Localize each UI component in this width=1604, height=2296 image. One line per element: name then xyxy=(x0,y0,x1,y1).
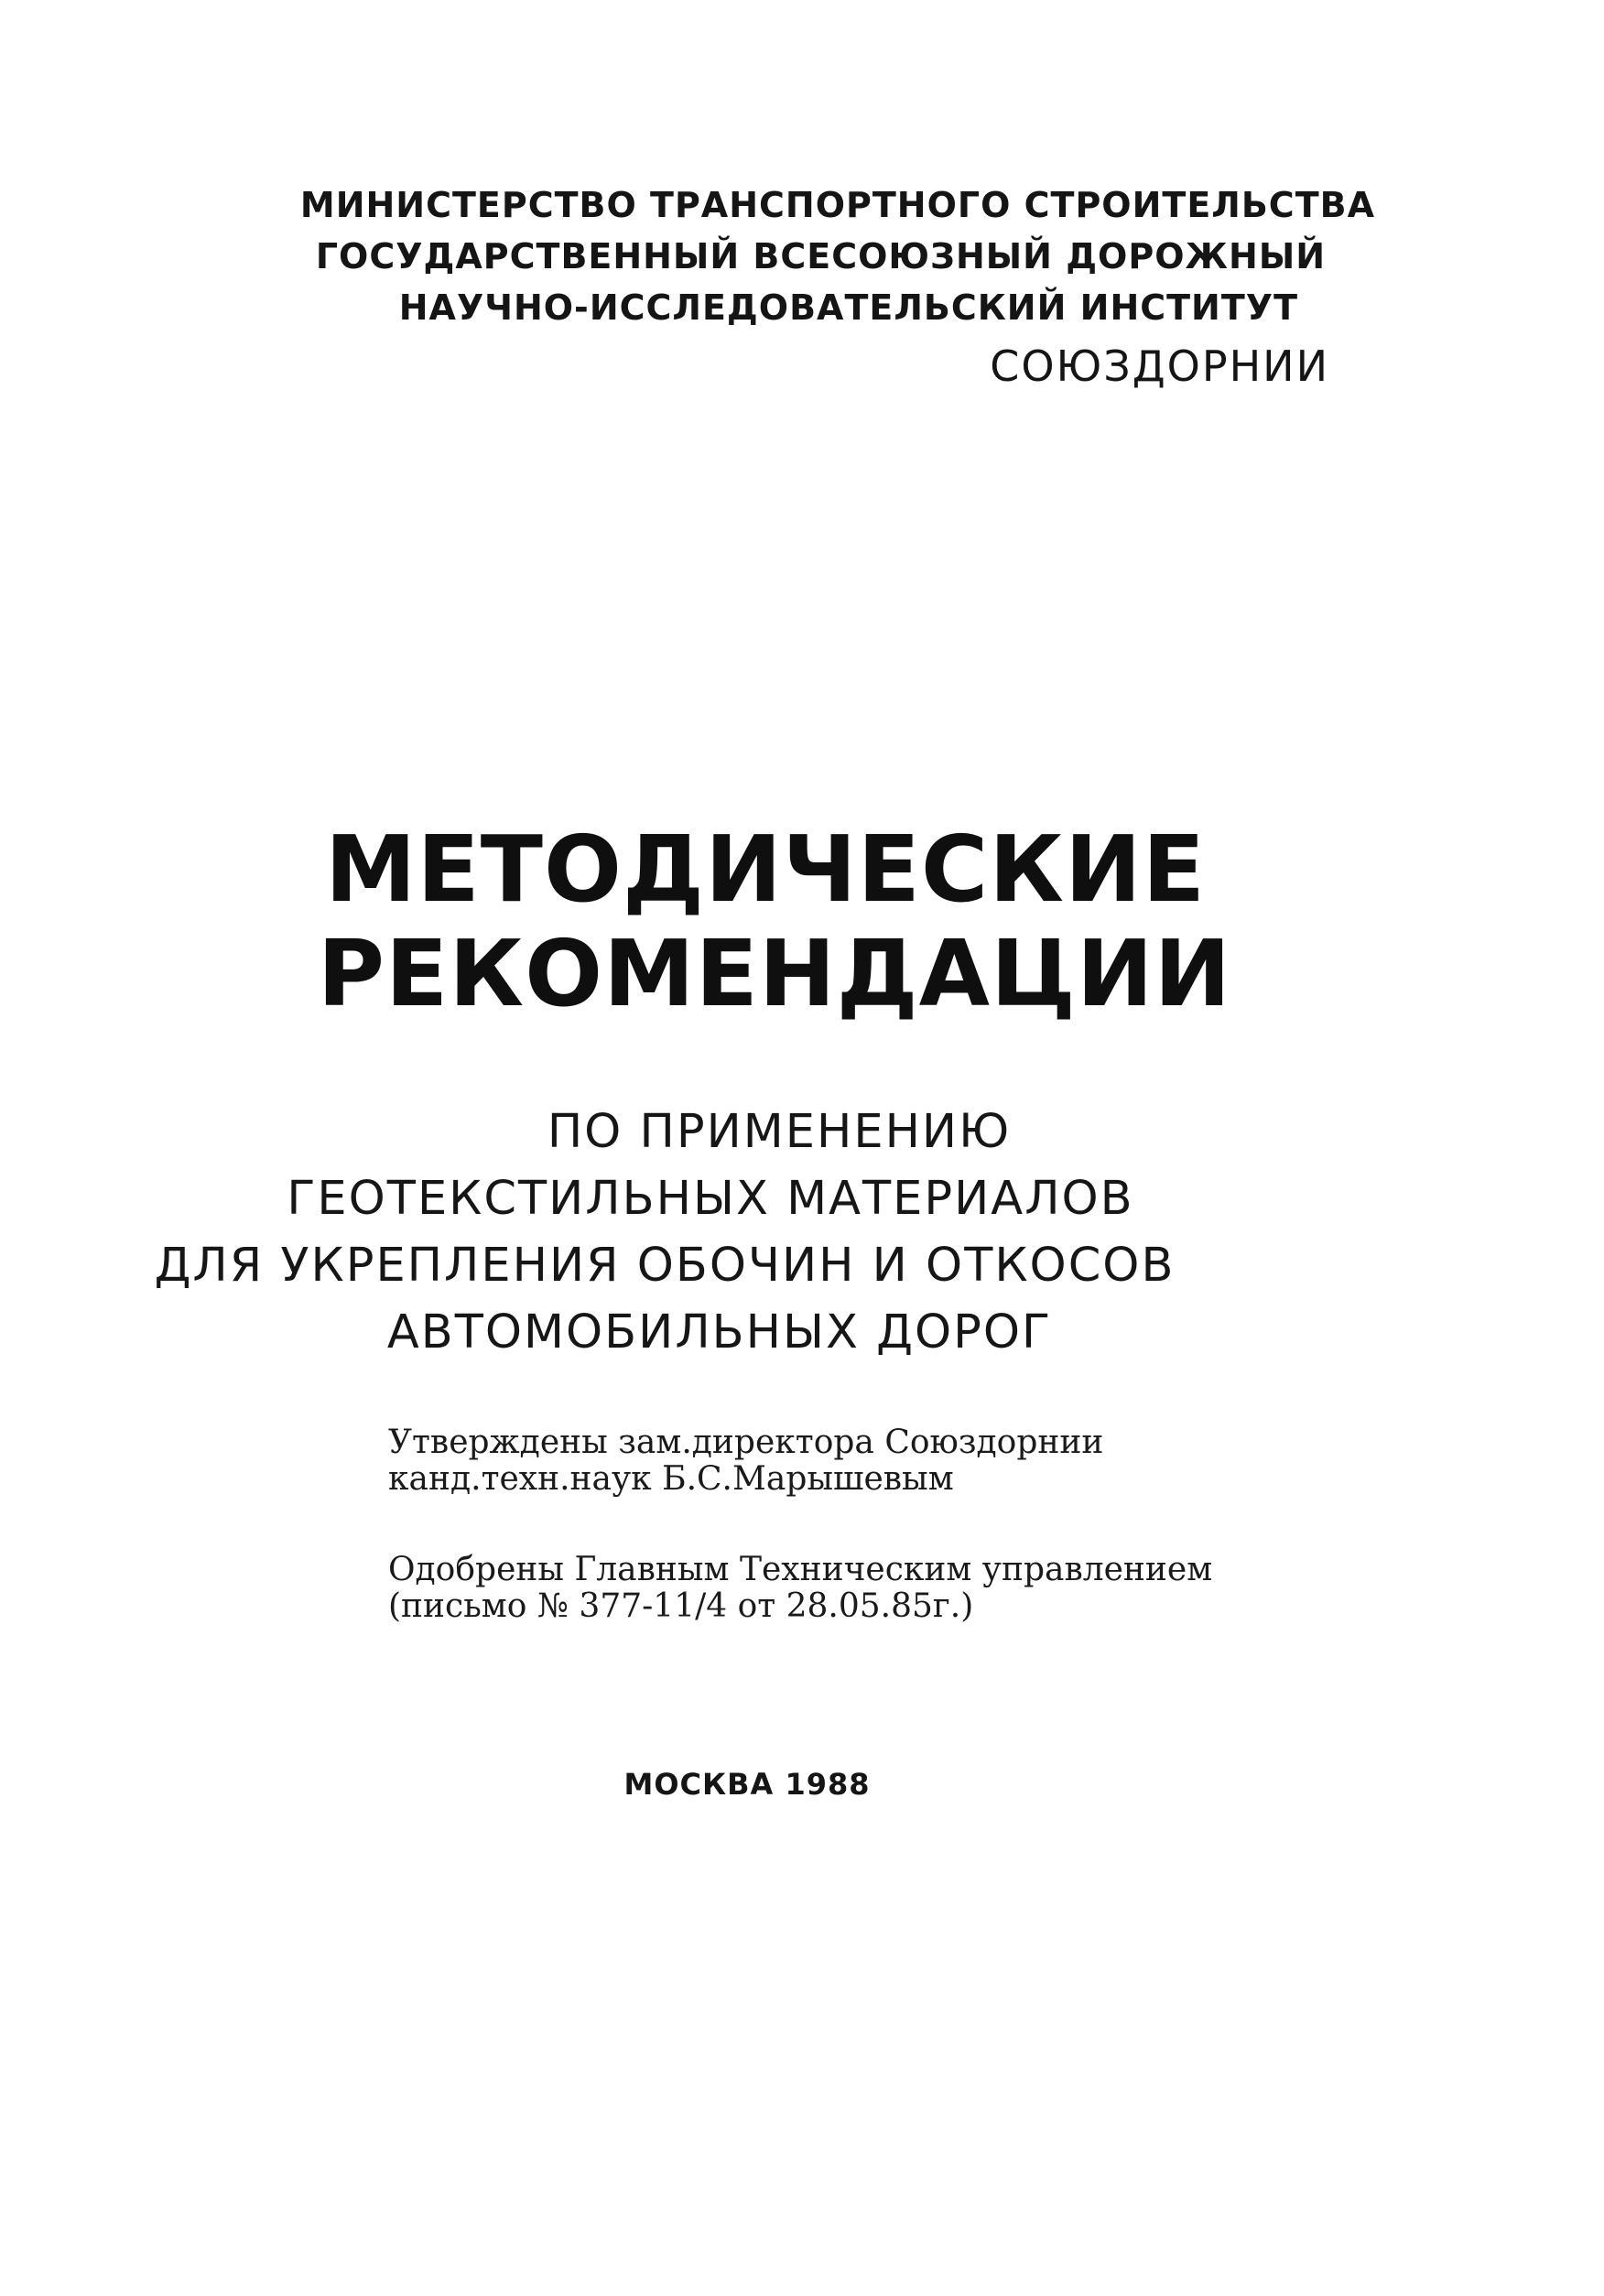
place-year-text: МОСКВА 1988 xyxy=(623,1767,871,1802)
title-line-2: РЕКОМЕНДАЦИИ xyxy=(317,920,1232,1027)
subtitle-line-2: ГЕОТЕКСТИЛЬНЫХ МАТЕРИАЛОВ xyxy=(287,1172,1134,1226)
endorsement-line-1: Одобрены Главным Техническим управлением xyxy=(388,1551,1213,1588)
endorsement-note xyxy=(388,1552,1212,1625)
approval-note xyxy=(388,1424,1103,1498)
ministry-name: МИНИСТЕРСТВО ТРАНСПОРТНОГО СТРОИТЕЛЬСТВА xyxy=(299,185,1375,225)
subtitle-line-3: ДЛЯ УКРЕПЛЕНИЯ ОБОЧИН И ОТКОСОВ xyxy=(154,1239,1176,1293)
ministry-header xyxy=(299,179,1375,392)
institute-name-line1: ГОСУДАРСТВЕННЫЙ ВСЕСОЮЗНЫЙ ДОРОЖНЫЙ xyxy=(315,236,1326,276)
approval-line-2: канд.техн.наук Б.С.Марышевым xyxy=(388,1460,954,1498)
title-line-1: МЕТОДИЧЕСКИЕ xyxy=(324,816,1207,923)
institute-abbreviation: СОЮЗДОРНИИ xyxy=(990,341,1329,391)
document-title xyxy=(0,818,1604,1026)
document-subtitle xyxy=(0,1099,1604,1366)
publication-place-year xyxy=(0,1766,1604,1803)
approval-line-1: Утверждены зам.директора Союздорнии xyxy=(388,1424,1104,1461)
subtitle-line-4: АВТОМОБИЛЬНЫХ ДОРОГ xyxy=(386,1305,1053,1359)
endorsement-line-2: (письмо № 377-11/4 от 28.05.85г.) xyxy=(388,1587,974,1625)
subtitle-line-1: ПО ПРИМЕНЕНИЮ xyxy=(547,1105,1012,1159)
institute-name-line2: НАУЧНО-ИССЛЕДОВАТЕЛЬСКИЙ ИНСТИТУТ xyxy=(398,287,1298,328)
